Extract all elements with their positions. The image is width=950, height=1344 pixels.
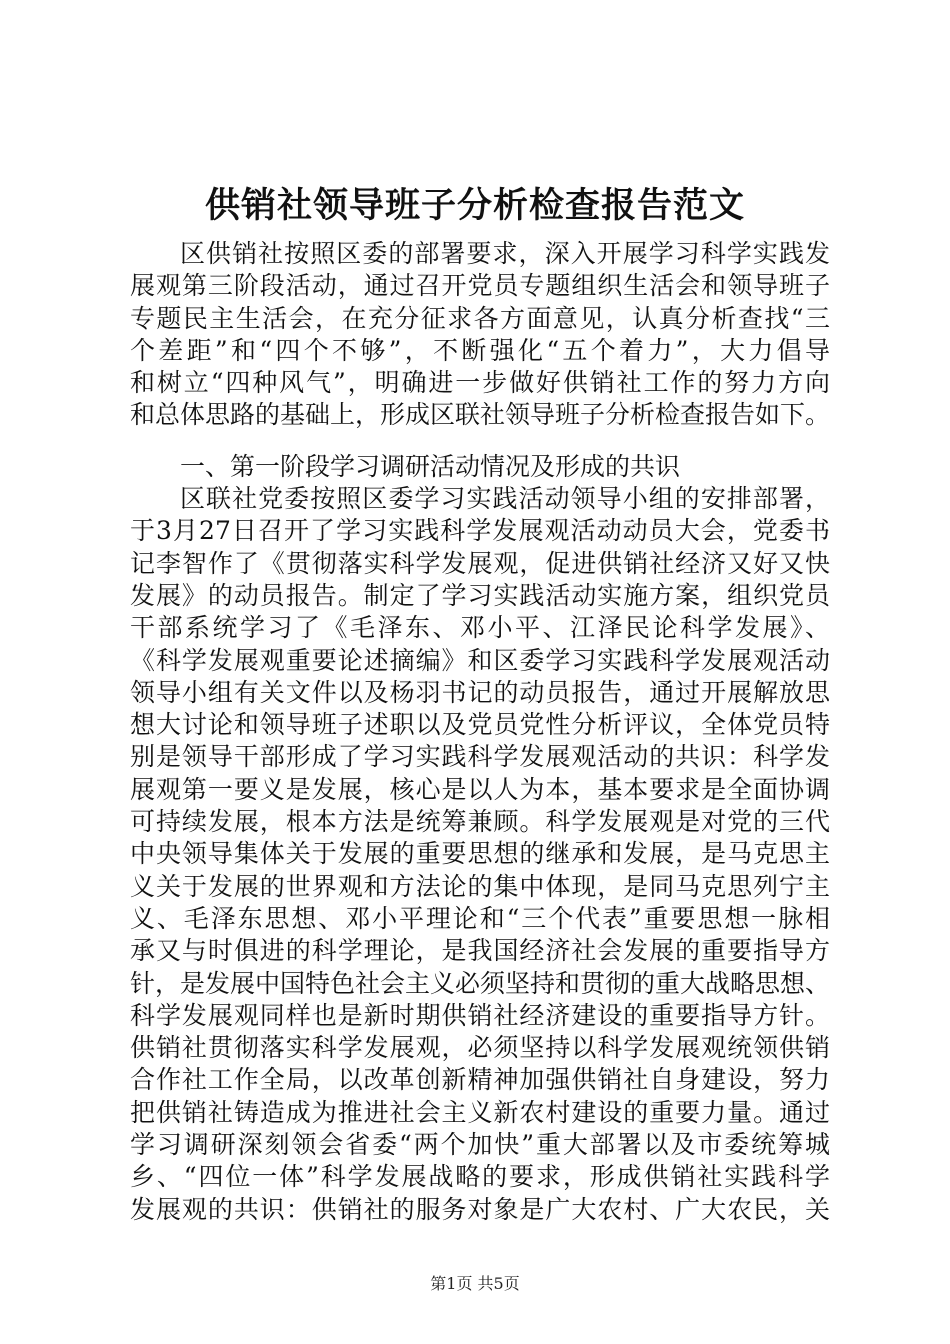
paragraph-line: 承又与时俱进的科学理论，是我国经济社会发展的重要指导方	[130, 936, 830, 966]
paragraph-line: 乡、“四位一体”科学发展战略的要求，形成供销社实践科学	[130, 1162, 830, 1192]
paragraph-line: 别是领导干部形成了学习实践科学发展观活动的共识：科学发	[130, 742, 830, 772]
paragraph-line: 可持续发展，根本方法是统筹兼顾。科学发展观是对党的三代	[130, 807, 830, 837]
section-heading: 一、第一阶段学习调研活动情况及形成的共识	[180, 451, 681, 481]
paragraph-line: 科学发展观同样也是新时期供销社经济建设的重要指导方针。	[130, 1000, 830, 1030]
paragraph-line: 记李智作了《贯彻落实科学发展观，促进供销社经济又好又快	[130, 548, 830, 578]
paragraph-line: 展观第三阶段活动，通过召开党员专题组织生活会和领导班子	[130, 271, 830, 301]
paragraph-line: 学习调研深刻领会省委“两个加快”重大部署以及市委统筹城	[130, 1130, 830, 1160]
paragraph-line: 区供销社按照区委的部署要求，深入开展学习科学实践发	[180, 239, 830, 268]
intro-paragraph	[130, 238, 830, 432]
paragraph-line: 和树立“四种风气”，明确进一步做好供销社工作的努力方向	[130, 368, 830, 398]
page-number-footer: 第1页 共5页	[430, 1274, 520, 1293]
document-title: 供销社领导班子分析检查报告范文	[204, 185, 745, 226]
section-paragraph	[130, 483, 830, 1226]
paragraph-gap	[130, 432, 830, 451]
paragraph-line: 发展观的共识：供销社的服务对象是广大农村、广大农民，关	[130, 1194, 830, 1224]
paragraph-line: 发展》的动员报告。制定了学习实践活动实施方案，组织党员	[130, 580, 830, 610]
paragraph-line: 想大讨论和领导班子述职以及党员党性分析评议，全体党员特	[130, 710, 830, 740]
document-body	[130, 238, 830, 1226]
paragraph-line: 针，是发展中国特色社会主义必须坚持和贯彻的重大战略思想、	[130, 968, 831, 998]
paragraph-line: 干部系统学习了《毛泽东、邓小平、江泽民论科学发展》、	[130, 613, 830, 643]
paragraph-line: 义关于发展的世界观和方法论的集中体现，是同马克思列宁主	[130, 871, 830, 901]
paragraph-line: 供销社贯彻落实科学发展观，必须坚持以科学发展观统领供销	[130, 1033, 830, 1063]
paragraph-line: 《科学发展观重要论述摘编》和区委学习实践科学发展观活动	[130, 645, 830, 675]
paragraph-line: 把供销社铸造成为推进社会主义新农村建设的重要力量。通过	[130, 1097, 830, 1127]
paragraph-line: 合作社工作全局，以改革创新精神加强供销社自身建设，努力	[130, 1065, 830, 1095]
paragraph-line: 领导小组有关文件以及杨羽书记的动员报告，通过开展解放思	[130, 677, 830, 707]
paragraph-line: 展观第一要义是发展，核心是以人为本，基本要求是全面协调	[130, 774, 830, 804]
paragraph-line: 于3月27日召开了学习实践科学发展观活动动员大会，党委书	[130, 516, 830, 546]
paragraph-line: 中央领导集体关于发展的重要思想的继承和发展，是马克思主	[130, 839, 830, 869]
paragraph-line: 义、毛泽东思想、邓小平理论和“三个代表”重要思想一脉相	[130, 903, 830, 933]
paragraph-line: 区联社党委按照区委学习实践活动领导小组的安排部署，	[180, 484, 830, 514]
paragraph-line: 个差距”和“四个不够”，不断强化“五个着力”，大力倡导	[130, 335, 830, 365]
paragraph-line: 专题民主生活会，在充分征求各方面意见，认真分析查找“三	[130, 303, 830, 333]
paragraph-line: 和总体思路的基础上，形成区联社领导班子分析检查报告如下。	[130, 400, 831, 430]
